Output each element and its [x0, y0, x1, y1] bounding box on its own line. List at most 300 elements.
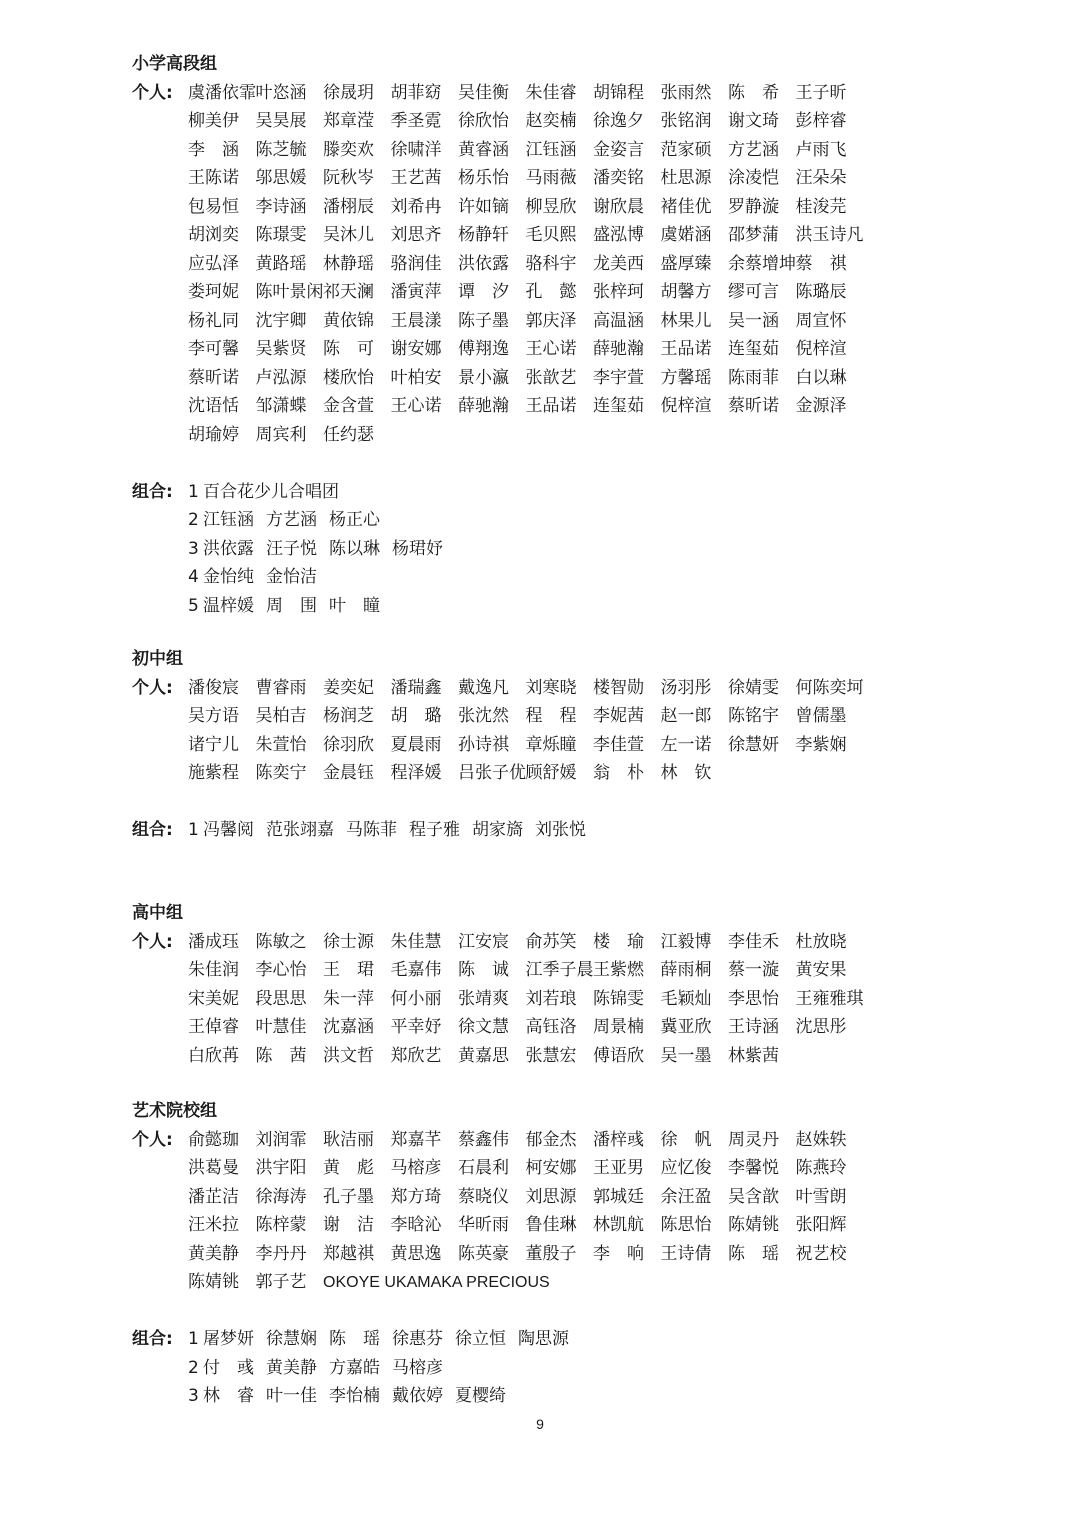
name-row: [188, 79, 1012, 108]
person-name: 徐逸夕: [593, 111, 644, 131]
person-name: 徐海涛: [255, 1186, 307, 1207]
person-name: 盛泓博: [593, 225, 644, 245]
person-name: 孔子墨: [323, 1186, 374, 1207]
group-member-name: 付 彧: [203, 1357, 254, 1378]
person-name: 薛雨桐: [660, 960, 712, 980]
section-primary-upper: [132, 50, 1012, 620]
group-label: 组合:: [132, 481, 173, 502]
individual-label: 个人:: [132, 677, 173, 698]
group-member-name: 杨珺妤: [392, 538, 443, 559]
person-name: 潘栩辰: [323, 196, 374, 217]
group-number: 1: [188, 481, 199, 502]
group-member-name: 方嘉皓: [329, 1357, 380, 1378]
person-name: 潘俊宸: [188, 677, 239, 698]
person-name: 张沈然: [458, 706, 509, 726]
person-name: 毛嘉伟: [390, 960, 442, 980]
group-block: [132, 478, 1012, 621]
person-name: 吴柏吉: [255, 706, 307, 726]
person-name: 陈思怡: [660, 1215, 712, 1235]
individual-block: [132, 79, 1012, 450]
group-number: 2: [188, 1357, 199, 1378]
person-name: 卢雨飞: [795, 139, 847, 160]
person-name: 陈梓蒙: [255, 1215, 307, 1235]
person-name: 陈 瑶: [728, 1243, 779, 1264]
person-name: 徐慧妍: [728, 734, 779, 755]
person-name: 陈燕玲: [795, 1158, 847, 1178]
person-name: 汪米拉: [188, 1215, 239, 1235]
person-name: 黄 彪: [323, 1158, 374, 1178]
group-member-name: 金怡洁: [266, 567, 317, 587]
person-name: 马雨薇: [525, 168, 577, 188]
group-member-name: 温梓媛: [203, 595, 254, 616]
person-name: 谢安娜: [390, 339, 442, 359]
person-name: 缪可言: [728, 282, 779, 302]
group-block: [132, 1325, 1012, 1411]
person-name: 江季子晨: [525, 960, 594, 980]
person-name: 何小丽: [390, 988, 442, 1009]
person-name: 石晨利: [458, 1158, 509, 1178]
person-name: 王品诺: [660, 339, 712, 359]
person-name: 黄嘉思: [458, 1045, 509, 1066]
person-name: 李佳禾: [728, 931, 779, 952]
person-name: 王陈诺: [188, 168, 239, 188]
name-row: [188, 1268, 1012, 1297]
group-list: [188, 816, 1012, 845]
person-name: 祝艺校: [795, 1243, 847, 1264]
person-name: 罗静漩: [728, 196, 779, 217]
person-name: 沈思彤: [795, 1017, 847, 1037]
name-row: [188, 759, 1012, 788]
person-name: 王 珺: [323, 960, 374, 980]
person-name: 郑欣艺: [390, 1045, 442, 1066]
person-name: 何陈奕坷: [795, 677, 864, 698]
person-name: 郭子艺: [255, 1272, 307, 1292]
person-name: 黄路瑶: [255, 253, 307, 274]
individual-block: [132, 928, 1012, 1071]
individual-rows: [188, 674, 1012, 788]
person-name: 李心怡: [255, 960, 307, 980]
person-name: 黄依锦: [323, 310, 374, 331]
person-name: 张慧宏: [525, 1045, 577, 1066]
person-name: 柳美伊: [188, 111, 239, 131]
person-name: 杨润芝: [323, 706, 374, 726]
person-name: 盛厚臻: [660, 253, 712, 274]
name-row: [188, 1042, 1012, 1071]
person-name: 胡瑜婷: [188, 424, 239, 445]
person-name: 潘寅萍: [390, 282, 442, 302]
group-member-name: 洪依露: [203, 538, 254, 559]
person-name: 马榕彦: [390, 1158, 442, 1178]
group-number: 5: [188, 595, 199, 616]
name-row: [188, 307, 1012, 336]
individual-label: 个人:: [132, 82, 173, 103]
person-name: 邬思媛: [255, 168, 307, 188]
person-name: 段思思: [255, 988, 307, 1009]
person-name: 汪朵朵: [795, 168, 847, 188]
group-number: 3: [188, 538, 199, 559]
person-name: 诸宁儿: [188, 734, 239, 755]
person-name: 赵奕楠: [525, 111, 577, 131]
person-name: 刘希冉: [390, 196, 442, 217]
person-name: 涂凌恺: [728, 168, 779, 188]
person-name: 蔡鑫伟: [458, 1129, 509, 1150]
person-name: 王雍雅琪: [795, 988, 864, 1009]
person-name: 金含萱: [323, 396, 374, 416]
person-name: 刘思齐: [390, 225, 442, 245]
group-list: [188, 478, 1012, 621]
person-name: 左一诺: [660, 734, 712, 755]
person-name: 叶雪朗: [795, 1186, 847, 1207]
person-name: 白以琳: [795, 367, 847, 388]
person-name: 龙美西: [593, 253, 644, 274]
person-name: 胡 璐: [390, 706, 442, 726]
group-member-name: 屠梦妍: [203, 1329, 254, 1349]
person-name: 戴逸凡: [458, 677, 509, 698]
individual-block: [132, 1126, 1012, 1297]
person-name: 柳昱欣: [525, 196, 577, 217]
person-name: 阮秋岑: [323, 168, 374, 188]
person-name: 叶柏安: [390, 367, 442, 388]
person-name: 方馨瑶: [660, 367, 712, 388]
person-name: 张雨然: [660, 82, 712, 103]
person-name: 周灵丹: [728, 1129, 779, 1150]
person-name: 包易恒: [188, 196, 239, 217]
person-name: 余汪盈: [660, 1186, 712, 1207]
person-name: 吴一涵: [728, 310, 779, 331]
group-member-name: 汪子悦: [266, 538, 317, 559]
person-name: 连玺茹: [593, 396, 644, 416]
person-name: 应忆俊: [660, 1158, 712, 1178]
person-name: 郑方琦: [390, 1186, 442, 1207]
person-name: 王子昕: [795, 82, 847, 103]
person-name: 潘芷洁: [188, 1186, 239, 1207]
person-name: 鲁佳琳: [525, 1215, 577, 1235]
person-name: 朱佳润: [188, 960, 239, 980]
person-name: 吴含歆: [728, 1186, 779, 1207]
person-name: 洪文哲: [323, 1045, 374, 1066]
group-member-name: 戴依婷: [392, 1386, 443, 1406]
person-name: 叶慧佳: [255, 1017, 307, 1037]
person-name: 俞苏笑: [525, 931, 577, 952]
person-name: 朱佳慧: [390, 931, 442, 952]
name-row: [188, 985, 1012, 1014]
person-name: 沈语恬: [188, 396, 239, 416]
group-entry: [188, 535, 1012, 564]
name-row: [188, 364, 1012, 393]
person-name: 黄安果: [795, 960, 847, 980]
group-member-name: 叶 瞳: [329, 595, 380, 616]
person-name: 董殷子: [525, 1243, 577, 1264]
group-member-name: 叶一佳: [266, 1386, 317, 1406]
group-label: 组合:: [132, 820, 173, 840]
person-name: 林紫茜: [728, 1045, 779, 1066]
person-name: 陈锦雯: [593, 988, 644, 1009]
person-name: 李可馨: [188, 339, 239, 359]
person-name: 徐欣怡: [458, 111, 509, 131]
person-name: 刘润霏: [255, 1129, 307, 1150]
person-name: 郭庆泽: [525, 310, 577, 331]
person-name: 李晗沁: [390, 1215, 442, 1235]
person-name: 孔 懿: [525, 282, 577, 302]
person-name: 李诗涵: [255, 196, 307, 217]
name-row: [188, 335, 1012, 364]
person-name: 陈芝毓: [255, 139, 307, 160]
person-name: 洪葛曼: [188, 1158, 239, 1178]
person-name: 刘若琅: [525, 988, 577, 1009]
individual-rows: [188, 1126, 1012, 1297]
person-name: 周宾利: [255, 424, 307, 445]
person-name: 洪依露: [458, 253, 509, 274]
person-name: 沈嘉涵: [323, 1017, 374, 1037]
person-name: 李思怡: [728, 988, 779, 1009]
group-member-name: 黄美静: [266, 1357, 317, 1378]
name-row: [188, 1183, 1012, 1212]
person-name: 王心诺: [525, 339, 577, 359]
person-name: 潘梓彧: [593, 1129, 644, 1150]
name-row: [188, 1211, 1012, 1240]
section-senior-high: [132, 899, 1012, 1070]
name-row: [188, 421, 1012, 450]
person-name: 骆润佳: [390, 253, 442, 274]
group-member-name: 范张翊嘉: [266, 820, 334, 840]
group-number: 4: [188, 567, 199, 587]
person-name: 褚佳优: [660, 196, 712, 217]
person-name: 傅语欣: [593, 1045, 644, 1066]
person-name: 陈铭宇: [728, 706, 779, 726]
person-name: 蔡昕诺: [728, 396, 779, 416]
person-name: 徐晟玥: [323, 82, 374, 103]
group-number: 1: [188, 1329, 199, 1349]
person-name: 陈叶景闲: [255, 282, 324, 302]
group-entry: [188, 1325, 1012, 1354]
person-name: 林果儿: [660, 310, 712, 331]
individual-rows: [188, 928, 1012, 1071]
person-name: 连玺茹: [728, 339, 779, 359]
person-name: 谢 洁: [323, 1215, 374, 1235]
person-name: 吴昊展: [255, 111, 307, 131]
group-member-name: 金怡纯: [203, 567, 254, 587]
person-name: 陈璟雯: [255, 225, 307, 245]
person-name: 赵姝轶: [795, 1129, 847, 1150]
name-row: [188, 674, 1012, 703]
person-name: 周宣怀: [795, 310, 847, 331]
person-name: 陈敏之: [255, 931, 307, 952]
person-name: 蔡一漩: [728, 960, 779, 980]
person-name: 翁 朴: [593, 763, 644, 783]
person-name: 曾儒墨: [795, 706, 847, 726]
person-name: 蔡昕诺: [188, 367, 239, 388]
person-name: 程泽媛: [390, 763, 442, 783]
person-name: 薛驰瀚: [458, 396, 509, 416]
person-name: 陈英豪: [458, 1243, 509, 1264]
person-name: 施紫程: [188, 763, 239, 783]
person-name: 周景楠: [593, 1017, 644, 1037]
person-name: 谭 汐: [458, 282, 509, 302]
group-member-name: 杨正心: [329, 510, 380, 530]
person-name: 王晨漾: [390, 310, 442, 331]
person-name: 景小瀛: [458, 367, 509, 388]
person-name: 潘成珏: [188, 931, 239, 952]
group-member-name: 林 睿: [203, 1386, 254, 1406]
group-member-name: 李怡楠: [329, 1386, 380, 1406]
group-member-name: 徐立恒: [455, 1329, 506, 1349]
page-number: 9: [536, 1416, 544, 1432]
person-name: 杨静轩: [458, 225, 509, 245]
person-name: 张靖爽: [458, 988, 509, 1009]
person-name: 洪玉诗凡: [795, 225, 864, 245]
person-name: 王品诺: [525, 396, 577, 416]
person-name: 邵梦蒲: [728, 225, 779, 245]
person-name: 耿洁丽: [323, 1129, 374, 1150]
person-name: 沈宇卿: [255, 310, 307, 331]
person-name: 洪宇阳: [255, 1158, 307, 1178]
person-name: 平幸妤: [390, 1017, 442, 1037]
person-name: 潘奕铭: [593, 168, 644, 188]
person-name: 娄珂妮: [188, 282, 239, 302]
person-name: 华昕雨: [458, 1215, 509, 1235]
person-name: 张阳辉: [795, 1215, 847, 1235]
name-row: [188, 1013, 1012, 1042]
group-member-name: 胡家旖: [472, 820, 523, 840]
person-name: 李妮茜: [593, 706, 644, 726]
person-name: 陈璐辰: [795, 282, 847, 302]
person-name: 郁金杰: [525, 1129, 577, 1150]
person-name: 李 涵: [188, 139, 239, 160]
section-junior-high: [132, 645, 1012, 845]
group-entry: [188, 506, 1012, 535]
person-name: 卢泓源: [255, 367, 307, 388]
name-row: [188, 731, 1012, 760]
person-name: 吴方语: [188, 706, 239, 726]
person-name: 王紫燃: [593, 960, 644, 980]
group-entry: [188, 1382, 1012, 1411]
name-row: [188, 956, 1012, 985]
person-name: 毛颖灿: [660, 988, 712, 1009]
person-name: 楼智勋: [593, 677, 644, 698]
person-name: 高钰洛: [525, 1017, 577, 1037]
section-art-school: [132, 1097, 1012, 1411]
group-member-name: 方艺涵: [266, 510, 317, 530]
person-name: 虞婼涵: [660, 225, 712, 245]
person-name: 陈婧铫: [728, 1215, 779, 1235]
section-title: 初中组: [132, 649, 183, 669]
person-name: 范家硕: [660, 139, 712, 160]
person-name: 姜奕妃: [323, 677, 374, 698]
name-row: [188, 1126, 1012, 1155]
group-entry: [188, 816, 1012, 845]
person-name: 彭梓睿: [795, 111, 847, 131]
person-name: 顾舒媛: [525, 763, 577, 783]
person-name: 杨乐怡: [458, 168, 509, 188]
name-row: [188, 107, 1012, 136]
person-name: 林静瑶: [323, 253, 374, 274]
person-name: 曹睿雨: [255, 677, 307, 698]
individual-label: 个人:: [132, 931, 173, 952]
person-name: 孙诗祺: [458, 734, 509, 755]
individual-rows: [188, 79, 1012, 450]
person-name: 潘瑞鑫: [390, 677, 442, 698]
person-name: 吴佳衡: [458, 82, 509, 103]
group-member-name: 冯馨阅: [203, 820, 254, 840]
person-name: 徐 帆: [660, 1129, 712, 1150]
person-name: 方艺涵: [728, 139, 779, 160]
person-name: 朱萱怡: [255, 734, 307, 755]
person-name: 朱佳睿: [525, 82, 577, 103]
name-row: [188, 193, 1012, 222]
person-name: 滕奕欢: [323, 139, 374, 160]
person-name: 许如镝: [458, 196, 509, 217]
person-name: 俞懿珈: [188, 1129, 239, 1150]
group-member-name: 百合花少儿合唱团: [203, 481, 339, 502]
person-name: 叶恣涵: [255, 82, 307, 103]
group-member-name: 马榕彦: [392, 1357, 443, 1378]
group-member-name: 徐慧娴: [266, 1329, 317, 1349]
person-name: 黄睿涵: [458, 139, 509, 160]
person-name: 高温涵: [593, 310, 644, 331]
person-name: 江安宸: [458, 931, 509, 952]
group-member-name: 江钰涵: [203, 510, 254, 530]
person-name: 江毅博: [660, 931, 712, 952]
person-name: 吴沐儿: [323, 225, 374, 245]
person-name: 林 钦: [660, 763, 712, 783]
group-entry: [188, 1354, 1012, 1383]
name-row: [188, 278, 1012, 307]
name-row: [188, 1154, 1012, 1183]
person-name: 陈子墨: [458, 310, 509, 331]
person-name: 赵一郎: [660, 706, 712, 726]
person-name: 白欣苒: [188, 1045, 239, 1066]
group-number: 1: [188, 820, 199, 840]
person-name: 宋美妮: [188, 988, 239, 1009]
person-name: 冀亚欣: [660, 1017, 712, 1037]
person-name: 江钰涵: [525, 139, 577, 160]
person-name: 王诗涵: [728, 1017, 779, 1037]
person-name: 刘寒晓: [525, 677, 577, 698]
person-name: 祁天澜: [323, 282, 374, 302]
person-name: 陈 可: [323, 339, 374, 359]
person-name: 谢欣晨: [593, 196, 644, 217]
person-name: 郑嘉芊: [390, 1129, 442, 1150]
person-name: 徐士源: [323, 931, 374, 952]
person-name: 金源泽: [795, 396, 847, 416]
person-name: OKOYE UKAMAKA PRECIOUS: [323, 1274, 550, 1291]
group-member-name: 刘张悦: [535, 820, 586, 840]
name-row: [188, 928, 1012, 957]
person-name: 林凯航: [593, 1215, 644, 1235]
person-name: 陈雨菲: [728, 367, 779, 388]
person-name: 金姿言: [593, 139, 644, 160]
person-name: 杨礼同: [188, 310, 239, 331]
person-name: 吴紫贤: [255, 339, 307, 359]
group-member-name: 徐惠芬: [392, 1329, 443, 1349]
group-list: [188, 1325, 1012, 1411]
person-name: 朱一萍: [323, 988, 374, 1009]
person-name: 李紫娴: [795, 734, 847, 755]
person-name: 王诗倩: [660, 1243, 712, 1264]
person-name: 章烁瞳: [525, 734, 577, 755]
name-row: [188, 702, 1012, 731]
name-row: [188, 1240, 1012, 1269]
person-name: 吕张子优: [458, 763, 526, 783]
person-name: 骆科宇: [525, 253, 577, 274]
person-name: 汤羽彤: [660, 677, 712, 698]
group-member-name: 陈以琳: [329, 538, 380, 559]
person-name: 张铭润: [660, 111, 712, 131]
person-name: 李 响: [593, 1243, 644, 1264]
group-entry: [188, 478, 1012, 507]
person-name: 陈婧铫: [188, 1272, 239, 1292]
group-entry: [188, 563, 1012, 592]
